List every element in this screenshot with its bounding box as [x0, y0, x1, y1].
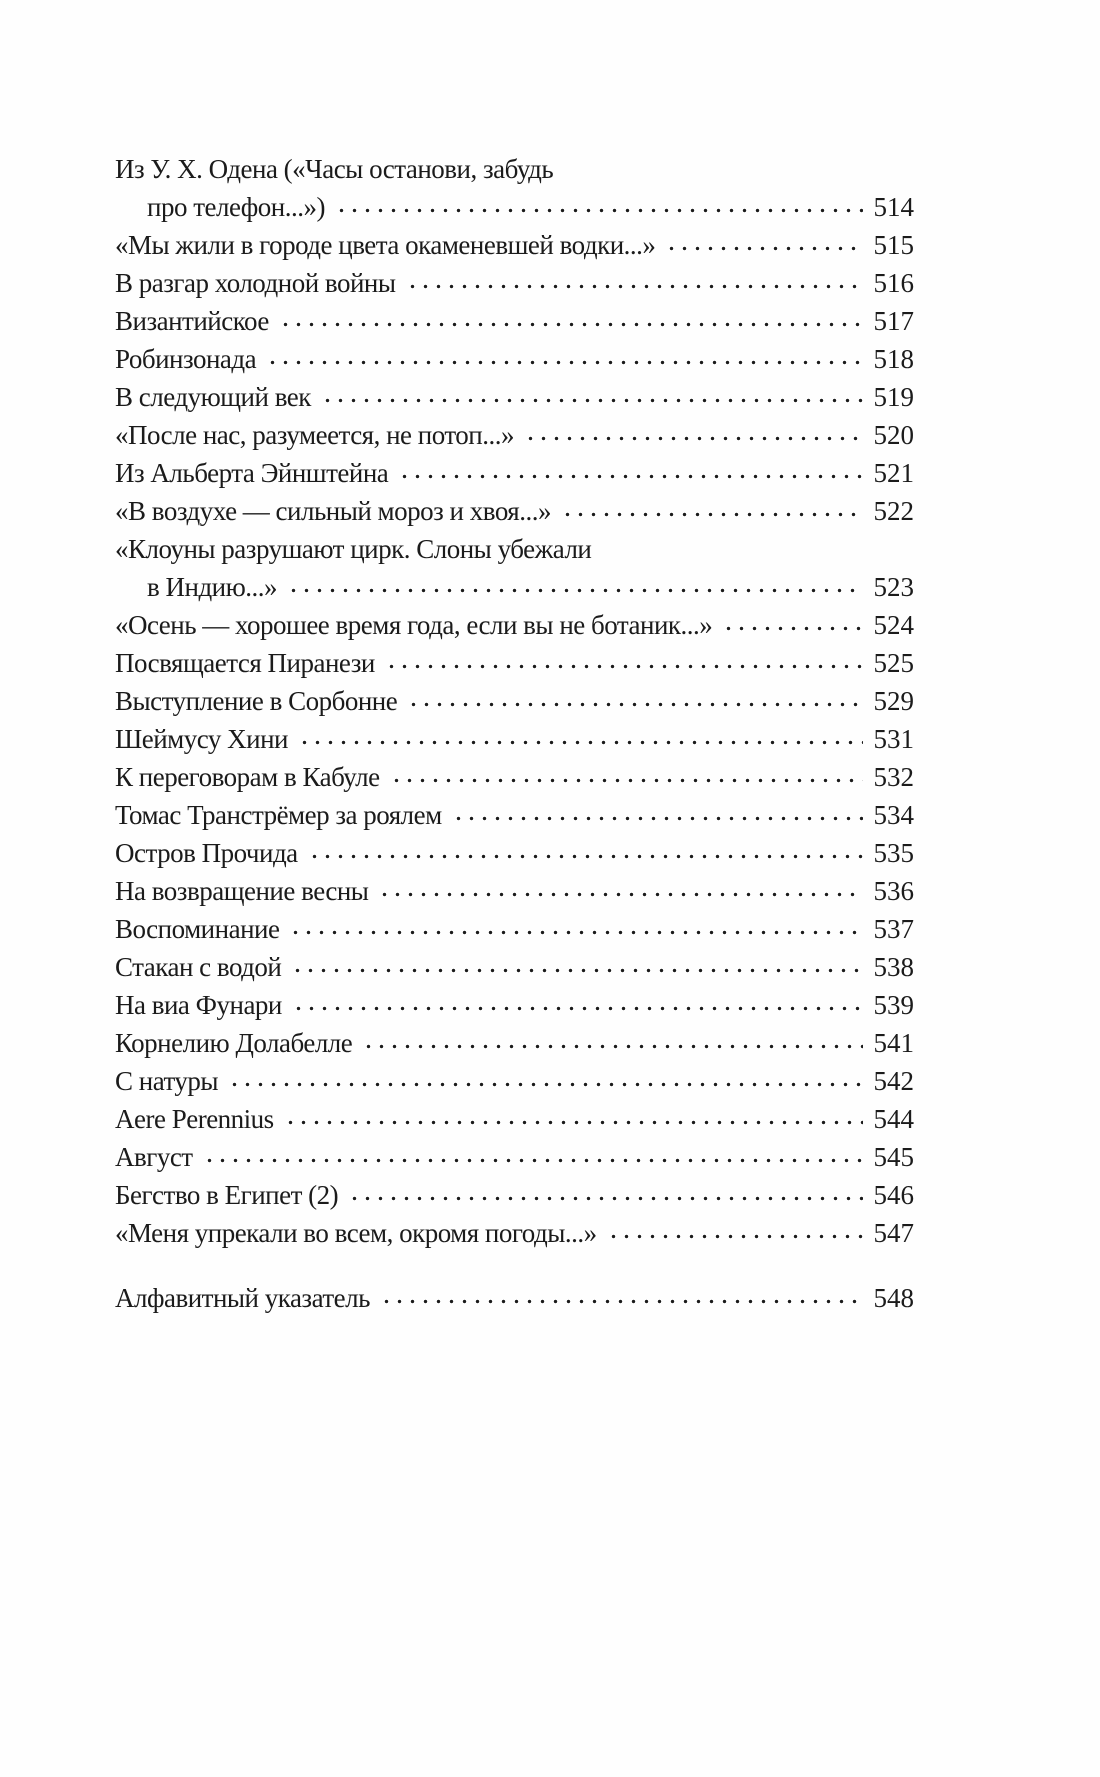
- dot-leader: [263, 340, 863, 378]
- toc-entry-page: 548: [873, 1283, 914, 1313]
- toc-row: [115, 796, 914, 834]
- toc-entry-page: 544: [873, 1104, 914, 1134]
- toc-entry-title: «Меня упрекали во всем, окромя погоды...»: [115, 1218, 597, 1248]
- dot-leader: [286, 910, 863, 948]
- dot-leader: [719, 606, 863, 644]
- dot-leader: [404, 682, 863, 720]
- toc-row: [115, 150, 914, 188]
- dot-leader: [558, 492, 863, 530]
- dot-leader: [449, 796, 863, 834]
- toc-row: [115, 1062, 914, 1100]
- dot-leader: [345, 1176, 863, 1214]
- toc-entry-title: Стакан с водой: [115, 952, 282, 982]
- toc-entry-page: 537: [873, 914, 914, 944]
- toc-entry-title: в Индию...»: [147, 572, 278, 602]
- toc-entry-title: Воспоминание: [115, 914, 280, 944]
- toc-entry-page: 517: [873, 306, 914, 336]
- toc-entry-page: 520: [873, 420, 914, 450]
- toc-entry-title: Византийское: [115, 306, 269, 336]
- toc-entry-page: 514: [873, 192, 914, 222]
- toc-entry-title: На виа Фунари: [115, 990, 282, 1020]
- toc-row: [115, 834, 914, 872]
- toc-entry-title: Корнелию Долабелле: [115, 1028, 353, 1058]
- dot-leader: [395, 454, 863, 492]
- toc-entry-page: 534: [873, 800, 914, 830]
- toc-entry-page: 539: [873, 990, 914, 1020]
- toc-entry-title: Томас Транстрёмер за роялем: [115, 800, 442, 830]
- toc-entry-page: 536: [873, 876, 914, 906]
- dot-leader: [276, 302, 863, 340]
- toc-entry-title: «Мы жили в городе цвета окаменевшей водки...»: [115, 230, 656, 260]
- toc-entry-title: Остров Прочида: [115, 838, 298, 868]
- toc-entry-title: К переговорам в Кабуле: [115, 762, 380, 792]
- toc-row: [115, 986, 914, 1024]
- toc-row: [115, 1100, 914, 1138]
- dot-leader: [382, 644, 863, 682]
- toc-row: [115, 1024, 914, 1062]
- toc-row: [115, 568, 914, 606]
- toc-entry-title: «После нас, разумеется, не потоп...»: [115, 420, 515, 450]
- toc-entry-page: 525: [873, 648, 914, 678]
- toc-entry-title: В следующий век: [115, 382, 311, 412]
- toc-entry-page: 545: [873, 1142, 914, 1172]
- toc-entry-title: Робинзонада: [115, 344, 257, 374]
- toc-entry-title: Выступление в Сорбонне: [115, 686, 398, 716]
- dot-leader: [225, 1062, 863, 1100]
- toc-entry-title: про телефон...»): [147, 192, 325, 222]
- toc-entry-title: «В воздухе — сильный мороз и хвоя...»: [115, 496, 551, 526]
- toc-row: [115, 910, 914, 948]
- toc-row: [115, 454, 914, 492]
- toc-entry-title: Шеймусу Хини: [115, 724, 288, 754]
- dot-leader: [662, 226, 863, 264]
- toc-entry-page: 521: [873, 458, 914, 488]
- toc-row: [115, 226, 914, 264]
- toc-row: [115, 948, 914, 986]
- toc-entry-page: 535: [873, 838, 914, 868]
- toc-entry-page: 531: [873, 724, 914, 754]
- toc-row: [115, 416, 914, 454]
- toc-entry-title: Бегство в Египет (2): [115, 1180, 339, 1210]
- toc-row: [115, 188, 914, 226]
- toc-entry-page: 529: [873, 686, 914, 716]
- dot-leader: [375, 872, 863, 910]
- dot-leader: [403, 264, 863, 302]
- toc-row: [115, 1138, 914, 1176]
- toc-row: [115, 720, 914, 758]
- toc-entry-title: Из Альберта Эйнштейна: [115, 458, 389, 488]
- toc-row: [115, 1176, 914, 1214]
- toc-row: [115, 264, 914, 302]
- dot-leader: [387, 758, 863, 796]
- table-of-contents: [115, 150, 914, 1317]
- toc-entry-title: Посвящается Пиранези: [115, 648, 375, 678]
- toc-row: [115, 606, 914, 644]
- toc-entry-page: 518: [873, 344, 914, 374]
- toc-entry-title: «Клоуны разрушают цирк. Слоны убежали: [115, 534, 592, 564]
- toc-row: [115, 758, 914, 796]
- dot-leader: [284, 568, 863, 606]
- toc-entry-title: Август: [115, 1142, 193, 1172]
- dot-leader: [359, 1024, 863, 1062]
- toc-entry-title: Из У. Х. Одена («Часы останови, забудь: [115, 154, 554, 184]
- toc-row: [115, 530, 914, 568]
- toc-entry-page: 516: [873, 268, 914, 298]
- dot-leader: [200, 1138, 863, 1176]
- toc-entry-page: 541: [873, 1028, 914, 1058]
- toc-entry-title: На возвращение весны: [115, 876, 369, 906]
- toc-row: [115, 682, 914, 720]
- toc-entry-title: «Осень — хорошее время года, если вы не ботаник...»: [115, 610, 713, 640]
- toc-entry-page: 542: [873, 1066, 914, 1096]
- dot-leader: [377, 1279, 863, 1317]
- dot-leader: [318, 378, 863, 416]
- toc-entry-page: 547: [873, 1218, 914, 1248]
- toc-entry-title: Алфавитный указатель: [115, 1283, 370, 1313]
- toc-entry-page: 524: [873, 610, 914, 640]
- toc-entry-page: 532: [873, 762, 914, 792]
- toc-row: [115, 644, 914, 682]
- toc-row: [115, 378, 914, 416]
- toc-entry-page: 523: [873, 572, 914, 602]
- toc-row: [115, 1279, 914, 1317]
- toc-row: [115, 302, 914, 340]
- dot-leader: [288, 948, 863, 986]
- toc-entry-title: В разгар холодной войны: [115, 268, 396, 298]
- toc-row: [115, 872, 914, 910]
- toc-row: [115, 340, 914, 378]
- toc-entry-page: 538: [873, 952, 914, 982]
- toc-entry-page: 515: [873, 230, 914, 260]
- dot-leader: [332, 188, 863, 226]
- toc-row: [115, 1214, 914, 1252]
- dot-leader: [521, 416, 863, 454]
- toc-row: [115, 492, 914, 530]
- dot-leader: [295, 720, 863, 758]
- toc-entry-page: 519: [873, 382, 914, 412]
- toc-entry-page: 546: [873, 1180, 914, 1210]
- toc-entry-title: С натуры: [115, 1066, 219, 1096]
- dot-leader: [305, 834, 863, 872]
- toc-entry-title: Aere Perennius: [115, 1104, 274, 1134]
- toc-entry-page: 522: [873, 496, 914, 526]
- dot-leader: [604, 1214, 863, 1252]
- dot-leader: [281, 1100, 863, 1138]
- dot-leader: [289, 986, 863, 1024]
